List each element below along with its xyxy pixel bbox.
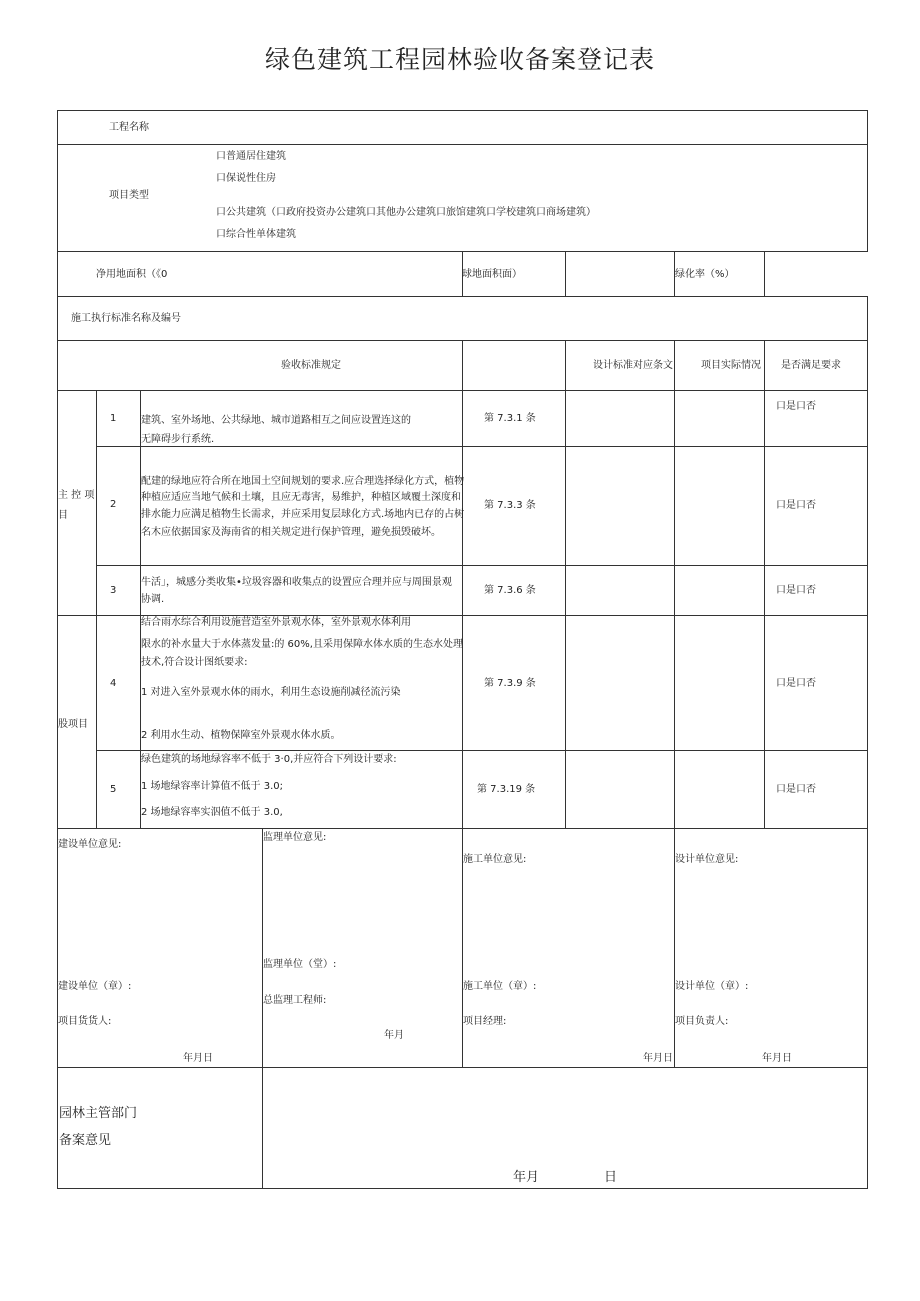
item-clause: 第 7.3.3 条 [484,500,536,511]
col-divider [262,828,263,1189]
design-date-label: 年月日 [762,1053,792,1064]
row-divider [96,750,868,751]
supervision-opinion-label: 监理单位意见: [263,832,327,843]
item-compliance-check[interactable]: 口是口否 [776,500,816,511]
item-number: 5 [110,784,117,795]
filing-date-day: 日 [604,1170,618,1185]
project-type-option[interactable]: 口公共建筑（口政府投资办公建筑口其他办公建筑口旅馆建筑口学校建筑口商场建筑） [216,207,596,218]
project-name-value[interactable] [200,118,850,138]
item-text: 协调. [141,594,165,605]
col-divider [565,251,566,296]
item-compliance-check[interactable]: 口是口否 [776,678,816,689]
project-type-option[interactable]: 口保说性住房 [216,173,276,184]
net-area-label: 净用地面积（《0 [96,269,168,280]
supervision-seal-label: 监理单位（堂）: [263,959,337,970]
header-actual: 项目实际情况 [701,360,761,371]
item-text: 2 场地绿容率实泅值不低于 3.0, [141,807,283,818]
item-text: 绿色建筑的场地绿容率不低于 3·0,并应符合下列设计要求: [141,754,397,765]
construction-date-label: 年月日 [183,1053,213,1064]
row-divider [57,296,868,297]
item-text: 无障碍步行系统. [141,434,215,445]
item-text: 建筑、室外场地、公共绿地、城市道路相互之间应设置连这的 [141,415,411,426]
group-general: 股项目 [58,719,88,730]
item-clause: 第 7.3.6 条 [484,585,536,596]
table-border-right [867,110,868,251]
table-border-bottom [57,1188,868,1189]
filing-label-line2: 备案意见 [59,1133,112,1148]
project-type-label: 项目类型 [109,190,149,201]
project-name-label: 工程名称 [109,122,149,133]
item-text: 限水的补水量大于水体蒸发量:的 60%,且采用保障水体水质的生态水处理 [141,639,463,650]
col-divider [674,340,675,828]
item-text: 1 场地绿容率计算值不低于 3.0; [141,781,283,792]
item-number: 1 [110,413,117,424]
item-text: 配建的绿地应符合所在地国土空间规划的要求.应合理选择绿化方式，植物 [141,476,465,487]
supervision-date-label: 年月 [384,1030,404,1041]
row-divider [96,565,868,566]
item-text: 排水能力应满足植物生长需求，并应采用复层球化方式.场地内已存的占树 [141,509,465,520]
builder-date-label: 年月日 [643,1053,673,1064]
item-clause: 第 7.3.9 条 [484,678,536,689]
item-text: 技术,符合设计图纸要求: [141,657,248,668]
filing-date-month: 年月 [513,1170,540,1185]
table-border-top [57,110,868,111]
group-main-control: 主 控 项 目 [58,490,95,521]
builder-opinion-label: 施工单位意见: [463,854,527,865]
builder-seal-label: 施工单位（章）: [463,981,537,992]
design-opinion-label: 设计单位意见: [675,854,739,865]
item-text: 结合雨水综合利用设施营造室外景观水体，室外景观水体利用 [141,617,411,628]
col-divider [565,340,566,828]
header-compliant: 是否满足要求 [781,360,841,371]
page-title: 绿色建筑工程园林验收备案登记表 [264,45,655,74]
item-text: 2 利用水生动、植物保障室外景观水体水质。 [141,730,341,741]
item-text: 1 对进入室外景观水体的雨水，利用生态设施削减径流污染 [141,687,401,698]
item-text: 牛活」，城感分类收集•垃圾容器和收集点的设置应合理并应与周围景观 [141,577,452,588]
item-text: 种植应适应当地气候和土壤，且应无毒害，易维护，种植区域覆土深度和 [141,492,461,503]
col-divider [764,340,765,828]
green-rate-label: 绿化率（%） [675,269,735,280]
project-type-option[interactable]: 口普通居住建筑 [216,151,286,162]
construction-seal-label: 建设单位（章）: [58,981,132,992]
item-number: 2 [110,499,117,510]
item-compliance-check[interactable]: 口是口否 [776,784,816,795]
item-text: 名木应依据国家及海南省的相关规定进行保护管理，避免损毁破坏。 [141,527,441,538]
col-divider [462,340,463,828]
col-divider [96,390,97,828]
row-divider [57,1067,868,1068]
item-compliance-check[interactable]: 口是口否 [776,585,816,596]
green-area-label: 球地面积面） [462,269,522,280]
standard-label: 施工执行标准名称及编号 [71,313,181,324]
project-type-option[interactable]: 口综合性单体建筑 [216,229,296,240]
row-divider [57,144,868,145]
item-clause: 第 7.3.19 条 [477,784,536,795]
item-number: 4 [110,678,117,689]
item-number: 3 [110,585,117,596]
item-compliance-check[interactable]: 口是口否 [776,401,816,412]
filing-label-line1: 园林主管部门 [59,1106,138,1121]
construction-person-label: 项目货货人: [58,1016,112,1027]
col-divider [764,251,765,296]
design-person-label: 项目负责人: [675,1016,729,1027]
construction-opinion-label: 建设单位意见: [58,839,122,850]
header-rule: 验收标准规定 [281,360,341,371]
item-clause: 第 7.3.1 条 [484,413,536,424]
design-seal-label: 设计单位（章）: [675,981,749,992]
header-design-clause: 设计标准对应条文 [593,360,673,371]
builder-person-label: 项目经理: [463,1016,507,1027]
table-border-right [867,296,868,1189]
supervision-person-label: 总监理工程师: [263,995,327,1006]
